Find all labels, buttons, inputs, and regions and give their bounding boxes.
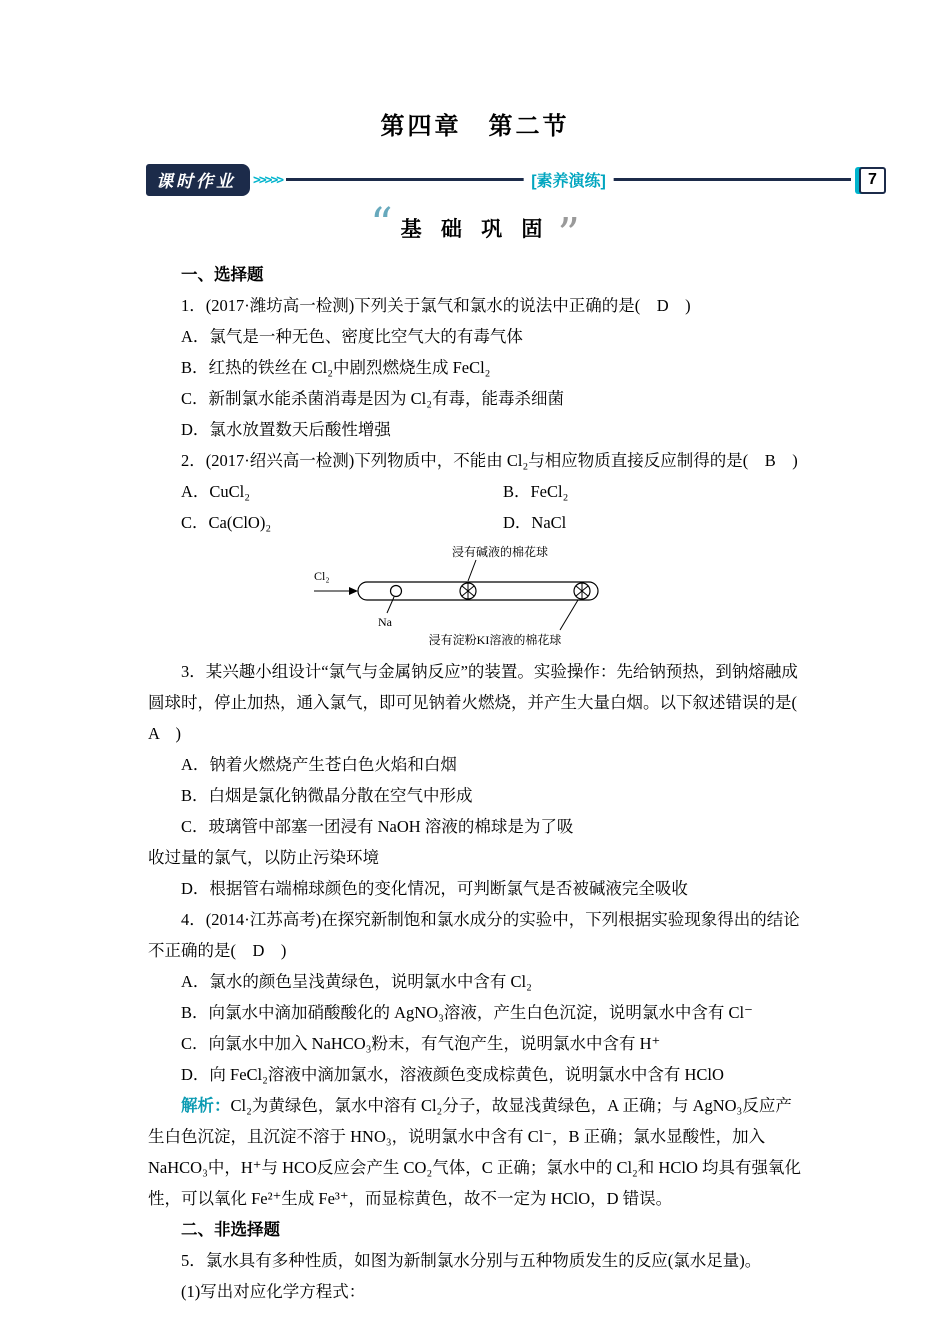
q4-option-b: B．向氯水中滴加硝酸酸化的 AgNO₃溶液，产生白色沉淀，说明氯水中含有 Cl⁻ [181, 1003, 753, 1022]
close-quote-icon: ” [557, 209, 580, 260]
q2-option-d: D．NaCl [503, 513, 567, 532]
q2-option-a: A．CuCl₂ [181, 482, 251, 501]
q3-stem: 3．某兴趣小组设计“氯气与金属钠反应”的装置。实验操作：先给钠预热，到钠熔融成圆球时，停止加热，通入氯气，即可见钠着火燃烧，并产生大量白烟。以下叙述错误的是( A ) [148, 662, 814, 743]
sodium-ball [391, 586, 402, 597]
q5-sub1: (1)写出对应化学方程式： [181, 1282, 366, 1301]
q2-option-c: C．Ca(ClO)₂ [181, 513, 272, 532]
page-number: 7 [859, 167, 886, 194]
banner-title: 基 础 巩 固 [400, 217, 550, 241]
apparatus-diagram [148, 542, 802, 650]
page-title: 第四章 第二节 [380, 114, 570, 140]
q3-option-a: A．钠着火燃烧产生苍白色火焰和白烟 [181, 755, 457, 774]
q1-option-c: C．新制氯水能杀菌消毒是因为 Cl₂有毒，能毒杀细菌 [181, 389, 564, 408]
starch-ki-cotton-label: 浸有淀粉KI溶液的棉花球 [428, 633, 562, 647]
open-quote-icon: “ [370, 199, 393, 250]
sodium-label: Na [378, 615, 392, 629]
drill-label: [素养演练] [523, 168, 614, 191]
analysis-text: Cl₂为黄绿色，氯水中溶有 Cl₂分子，故显浅黄绿色，A 正确；与 AgNO₃反应产生白色沉淀，且沉淀不溶于 HNO₃，说明氯水中含有 Cl⁻，B 正确；氯水显酸性，加入 NaHCO₃中，H⁺与 HCO反应会产生 CO₂气体，C 正确；氯水中的 Cl₂和 HClO 均具有强氧化性，可以氧化 Fe²⁺生成 Fe³⁺，而显棕黄色，故不一定为 HClO，D 错误。 [148, 1096, 801, 1208]
q1-option-a: A．氯气是一种无色、密度比空气大的有毒气体 [181, 327, 523, 346]
q1-option-d: D．氯水放置数天后酸性增强 [181, 420, 391, 439]
leader-line-bottom [560, 600, 578, 630]
header-band [146, 165, 886, 195]
q4-stem: 4．(2014·江苏高考)在探究新制饱和氯水成分的实验中，下列根据实验现象得出的结论不正确的是( D ) [148, 910, 800, 960]
q3-option-c: C．玻璃管中部塞一团浸有 NaOH 溶液的棉球是为了吸 [181, 817, 574, 836]
q2-stem: 2．(2017·绍兴高一检测)下列物质中，不能由 Cl₂与相应物质直接反应制得的是( B ) [181, 451, 798, 470]
alkali-cotton-label: 浸有碱液的棉花球 [451, 545, 549, 559]
analysis-paragraph [148, 1090, 802, 1214]
chlorine-gas-label: Cl₂ [314, 569, 330, 583]
gas-arrowhead [349, 587, 358, 595]
chevrons-icon: >>>>> [253, 172, 283, 188]
q5-stem: 5．氯水具有多种性质，如图为新制氯水分别与五种物质发生的反应(氯水足量)。 [181, 1251, 762, 1270]
homework-label: 课时作业 [146, 164, 250, 196]
section-banner [0, 199, 950, 260]
q4-option-d: D．向 FeCl₂溶液中滴加氯水，溶液颜色变成棕黄色，说明氯水中含有 HClO [181, 1065, 724, 1084]
q1-stem: 1．(2017·潍坊高一检测)下列关于氯气和氯水的说法中正确的是( D ) [181, 296, 691, 315]
q3-option-b: B．白烟是氯化钠微晶分散在空气中形成 [181, 786, 473, 805]
q4-option-a: A．氯水的颜色呈浅黄绿色，说明氯水中含有 Cl₂ [181, 972, 532, 991]
q4-option-c: C．向氯水中加入 NaHCO₃粉末，有气泡产生，说明氯水中含有 H⁺ [181, 1034, 661, 1053]
q2-options-row1 [148, 476, 802, 507]
q1-option-b: B．红热的铁丝在 Cl₂中剧烈燃烧生成 FeCl₂ [181, 358, 491, 377]
apparatus-svg [310, 542, 640, 650]
analysis-label: 解析： [181, 1096, 231, 1115]
right-cotton-ball [574, 583, 590, 599]
content [148, 259, 814, 1307]
part2-heading: 二、非选择题 [181, 1220, 280, 1239]
q2-options-row2 [148, 507, 802, 538]
q2-option-b: B．FeCl₂ [503, 482, 569, 501]
q3-option-c-continued: 收过量的氯气，以防止污染环境 [148, 848, 379, 867]
leader-line-top [468, 560, 476, 581]
header-rule [286, 165, 851, 195]
middle-cotton-ball [460, 583, 476, 599]
q3-option-d: D．根据管右端棉球颜色的变化情况，可判断氯气是否被碱液完全吸收 [181, 879, 688, 898]
part1-heading: 一、选择题 [181, 265, 264, 284]
